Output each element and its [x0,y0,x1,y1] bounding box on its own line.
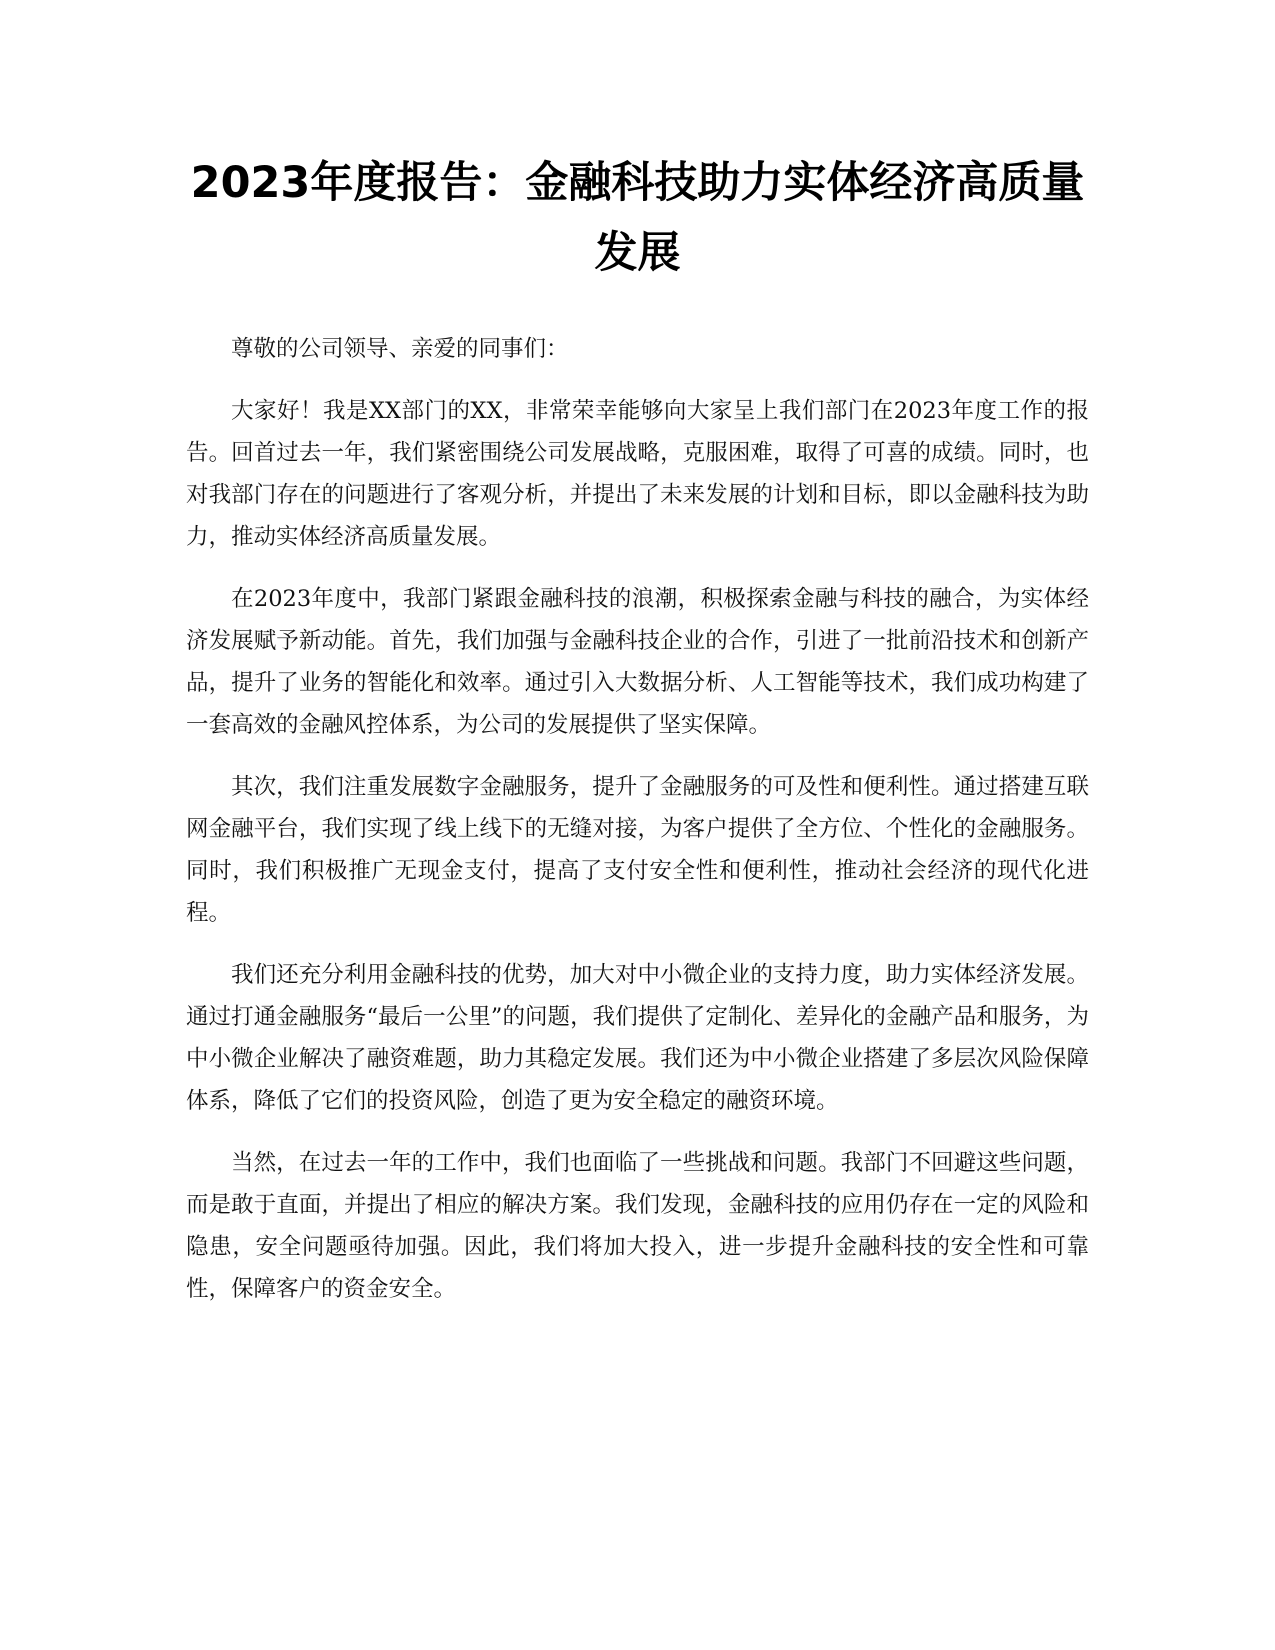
paragraph-challenges: 当然，在过去一年的工作中，我们也面临了一些挑战和问题。我部门不回避这些问题，而是敢于直面，并提出了相应的解决方案。我们发现，金融科技的应用仍存在一定的风险和隐患，安全问题亟待加强。因此，我们将加大投入，进一步提升金融科技的安全性和可靠性，保障客户的资金安全。 [186,1150,1089,1302]
document-body [186,328,1089,1310]
paragraph-salutation: 尊敬的公司领导、亲爱的同事们： [231,336,569,362]
paragraph-intro: 大家好！我是XX部门的XX，非常荣幸能够向大家呈上我们部门在2023年度工作的报告。回首过去一年，我们紧密围绕公司发展战略，克服困难，取得了可喜的成绩。同时，也对我部门存在的问题进行了客观分析，并提出了未来发展的计划和目标，即以金融科技为助力，推动实体经济高质量发展。 [186,398,1089,550]
paragraph-sme-support: 我们还充分利用金融科技的优势，加大对中小微企业的支持力度，助力实体经济发展。通过打通金融服务“最后一公里”的问题，我们提供了定制化、差异化的金融产品和服务，为中小微企业解决了融资难题，助力其稳定发展。我们还为中小微企业搭建了多层次风险保障体系，降低了它们的投资风险，创造了更为安全稳定的融资环境。 [186,962,1089,1114]
paragraph-fintech-integration: 在2023年度中，我部门紧跟金融科技的浪潮，积极探索金融与科技的融合，为实体经济发展赋予新动能。首先，我们加强与金融科技企业的合作，引进了一批前沿技术和创新产品，提升了业务的智能化和效率。通过引入大数据分析、人工智能等技术，我们成功构建了一套高效的金融风控体系，为公司的发展提供了坚实保障。 [186,586,1089,738]
document-title: 2023年度报告：金融科技助力实体经济高质量发展 [190,158,1085,278]
paragraph-digital-finance: 其次，我们注重发展数字金融服务，提升了金融服务的可及性和便利性。通过搭建互联网金融平台，我们实现了线上线下的无缝对接，为客户提供了全方位、个性化的金融服务。同时，我们积极推广无现金支付，提高了支付安全性和便利性，推动社会经济的现代化进程。 [186,774,1089,926]
